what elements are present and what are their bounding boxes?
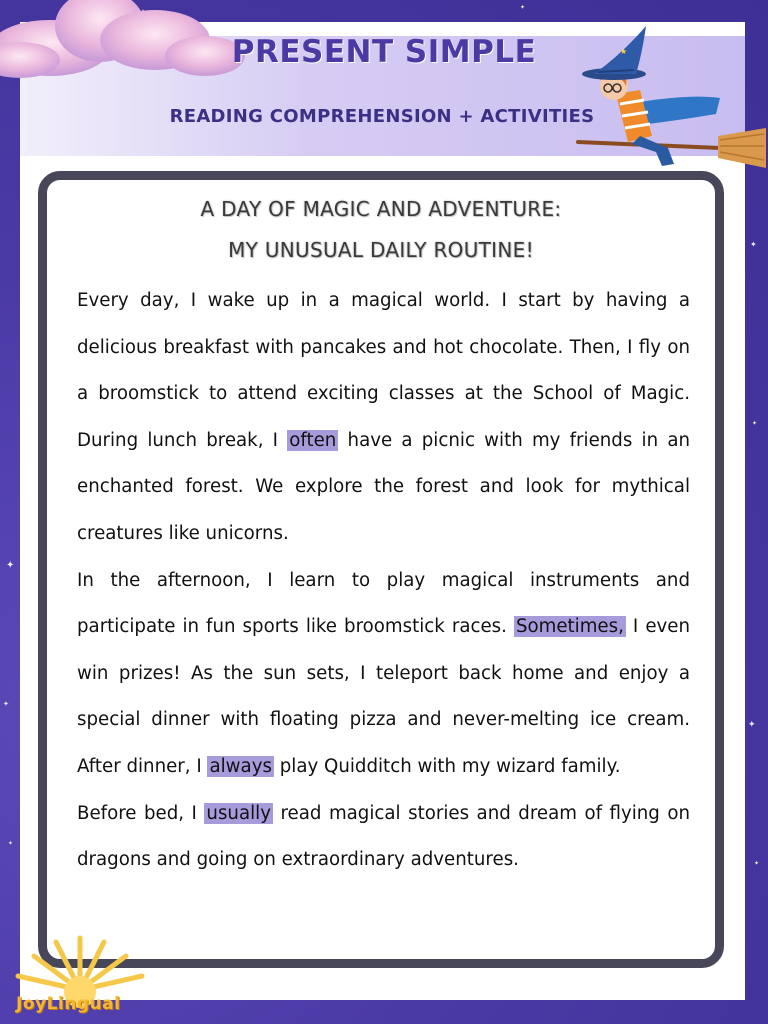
star-decoration: ✦ [520,4,526,11]
page-subtitle: READING COMPREHENSION + ACTIVITIES [169,106,595,127]
witch-on-broom-illustration [570,24,768,174]
star-decoration: ✦ [754,860,760,867]
story-paragraph-1 [77,278,690,558]
highlighted-adverb-often: often [289,429,337,451]
brand-logo-text: JoyLingual [16,994,121,1014]
paragraph-text: In the afternoon, I learn to play magical instruments and participate in fun sports like broomstick races. [77,569,690,638]
star-decoration: ✦ [748,720,756,730]
story-paragraph-2 [77,558,690,791]
paragraph-text: read magical stories and dream of flying on dragons and going on extraordinary adventures. [77,802,691,871]
highlighted-adverb-sometimes: Sometimes, [515,616,624,638]
story-title [0,189,762,271]
story-body [77,278,690,884]
paragraph-text: Before bed, I [77,802,205,824]
paragraph-text: I even win prizes! As the sun sets, I teleport back home and enjoy a special dinner with floating pizza and never-melting ice cream. After dinner, I [77,616,690,777]
svg-text:★: ★ [620,47,628,56]
star-decoration: ✦ [6,560,15,571]
highlighted-adverb-usually: usually [206,802,271,824]
star-decoration: ✦ [750,240,757,249]
star-decoration: ✦ [752,420,758,427]
paragraph-text: play Quidditch with my wizard family. [273,755,621,777]
star-decoration: ✦ [8,840,14,847]
story-title-line-2: MY UNUSUAL DAILY ROUTINE! [228,238,534,262]
paragraph-text: have a picnic with my friends in an enchanted forest. We explore the forest and look for mythical creatures like unicorns. [77,429,691,544]
story-title-line-1: A DAY OF MAGIC AND ADVENTURE: [200,197,562,221]
highlighted-adverb-always: always [209,755,272,777]
paragraph-text: Every day, I wake up in a magical world. I start by having a delicious breakfast with pancakes and hot chocolate. Then, I fly on a broomstick to attend exciting classes at the School of Magic. During lunch break, I [77,290,690,451]
star-decoration: ✦ [3,700,9,708]
story-paragraph-3 [77,791,690,884]
page-title: PRESENT SIMPLE [231,34,537,70]
